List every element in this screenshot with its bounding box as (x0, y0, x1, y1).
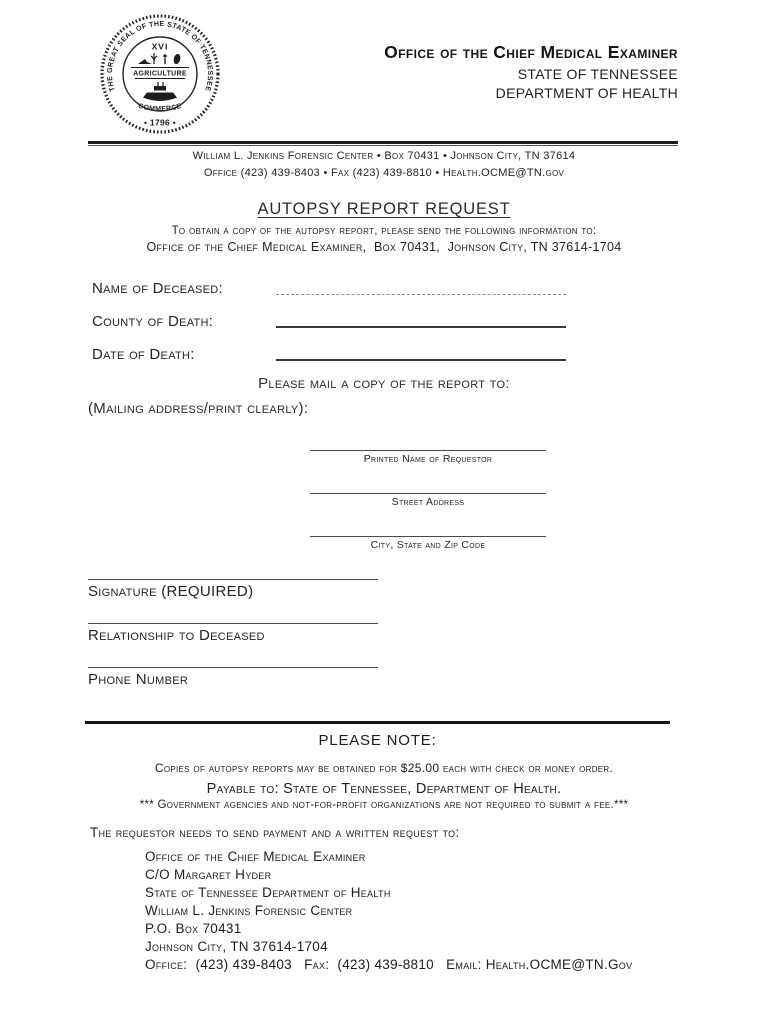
form-instruction-line1: To obtain a copy of the autopsy report, please send the following information to: (171, 225, 597, 237)
mailing-address-subheading: (Mailing address/print clearly): (88, 400, 309, 417)
seal-agriculture-text: AGRICULTURE (133, 70, 187, 78)
date-of-death-input-line[interactable] (276, 359, 566, 361)
seal-agriculture-icons (138, 53, 181, 65)
agency-exemption-text: *** Government agencies and not-for-profit organizations are not required to submit a fee.*** (139, 799, 629, 811)
note-divider-rule (85, 721, 670, 724)
field-label: Relationship to Deceased (88, 627, 265, 644)
county-of-death-input-line[interactable] (276, 326, 566, 328)
seal-year-text: • 1796 • (144, 117, 176, 128)
field-row-county-of-death (92, 309, 768, 330)
name-of-deceased-input-line[interactable] (276, 294, 566, 295)
org-subtitle-state: STATE OF TENNESSEE (517, 66, 678, 82)
seal-commerce-text: COMMERCE (137, 102, 183, 114)
field-street-address (310, 492, 546, 508)
org-title: Office of the Chief Medical Examiner (384, 42, 678, 62)
seal-riverboat-icon (143, 82, 177, 101)
seal-roman-numeral: XVI (151, 41, 169, 52)
field-signature (88, 578, 378, 600)
payment-request-heading: The requestor needs to send payment and a written request to: (90, 825, 460, 840)
letterhead-address-line2: Office (423) 439-8403 • Fax (423) 439-8810 • Health.OCME@TN.gov (203, 167, 565, 179)
field-label: Printed Name of Requestor (363, 453, 493, 465)
form-title: AUTOPSY REPORT REQUEST (257, 200, 511, 218)
payment-address-line: State of Tennessee Department of Health (145, 885, 391, 900)
fee-notice-text: Copies of autopsy reports may be obtained for $25.00 each with check or money order. (154, 761, 614, 775)
field-label: Signature (REQUIRED) (88, 583, 254, 600)
seal-ring-text: THE GREAT SEAL OF THE STATE OF TENNESSEE (104, 18, 216, 93)
field-row-name-of-deceased (92, 276, 768, 297)
letterhead (0, 0, 768, 136)
field-city-state-zip (310, 535, 546, 551)
field-row-date-of-death (92, 342, 768, 363)
payment-address-line: Johnson City, TN 37614-1704 (145, 939, 328, 954)
payment-address-line: Office: (423) 439-8403 Fax: (423) 439-8810 Email: Health.OCME@TN.Gov (145, 957, 633, 972)
form-instruction-line2: Office of the Chief Medical Examiner, Box 70431, Johnson City, TN 37614-1704 (146, 240, 622, 254)
payment-address-line: P.O. Box 70431 (145, 921, 242, 936)
field-label: County of Death: (92, 313, 214, 330)
field-printed-name-of-requestor (310, 449, 546, 465)
tennessee-state-seal-icon (98, 12, 222, 136)
payment-address-line: Office of the Chief Medical Examiner (145, 849, 366, 864)
payment-address-block (145, 848, 768, 974)
payment-address-line: C/O Margaret Hyder (145, 867, 272, 882)
payable-to-text: Payable to: State of Tennessee, Department of Health. (206, 781, 562, 797)
requestor-address-section (310, 449, 546, 551)
field-label: Name of Deceased: (92, 280, 223, 297)
field-label: Phone Number (88, 671, 189, 688)
mail-copy-heading: Please mail a copy of the report to: (258, 375, 510, 392)
letterhead-address-line1: William L. Jenkins Forensic Center • Box 70431 • Johnson City, TN 37614 (192, 150, 576, 162)
please-note-heading: PLEASE NOTE: (318, 732, 437, 749)
payment-address-line: William L. Jenkins Forensic Center (145, 903, 353, 918)
svg-text:COMMERCE (137, 103, 182, 113)
field-label: Street Address (391, 496, 465, 508)
field-phone-number (88, 666, 378, 688)
signature-section (88, 578, 378, 688)
letterhead-text (222, 12, 678, 136)
org-subtitle-dept: DEPARTMENT OF HEALTH (495, 85, 678, 101)
field-relationship-to-deceased (88, 622, 378, 644)
header-divider-rule (88, 141, 678, 146)
field-label: City, State and Zip Code (370, 539, 486, 551)
deceased-info-section (92, 276, 768, 363)
field-label: Date of Death: (92, 346, 195, 363)
